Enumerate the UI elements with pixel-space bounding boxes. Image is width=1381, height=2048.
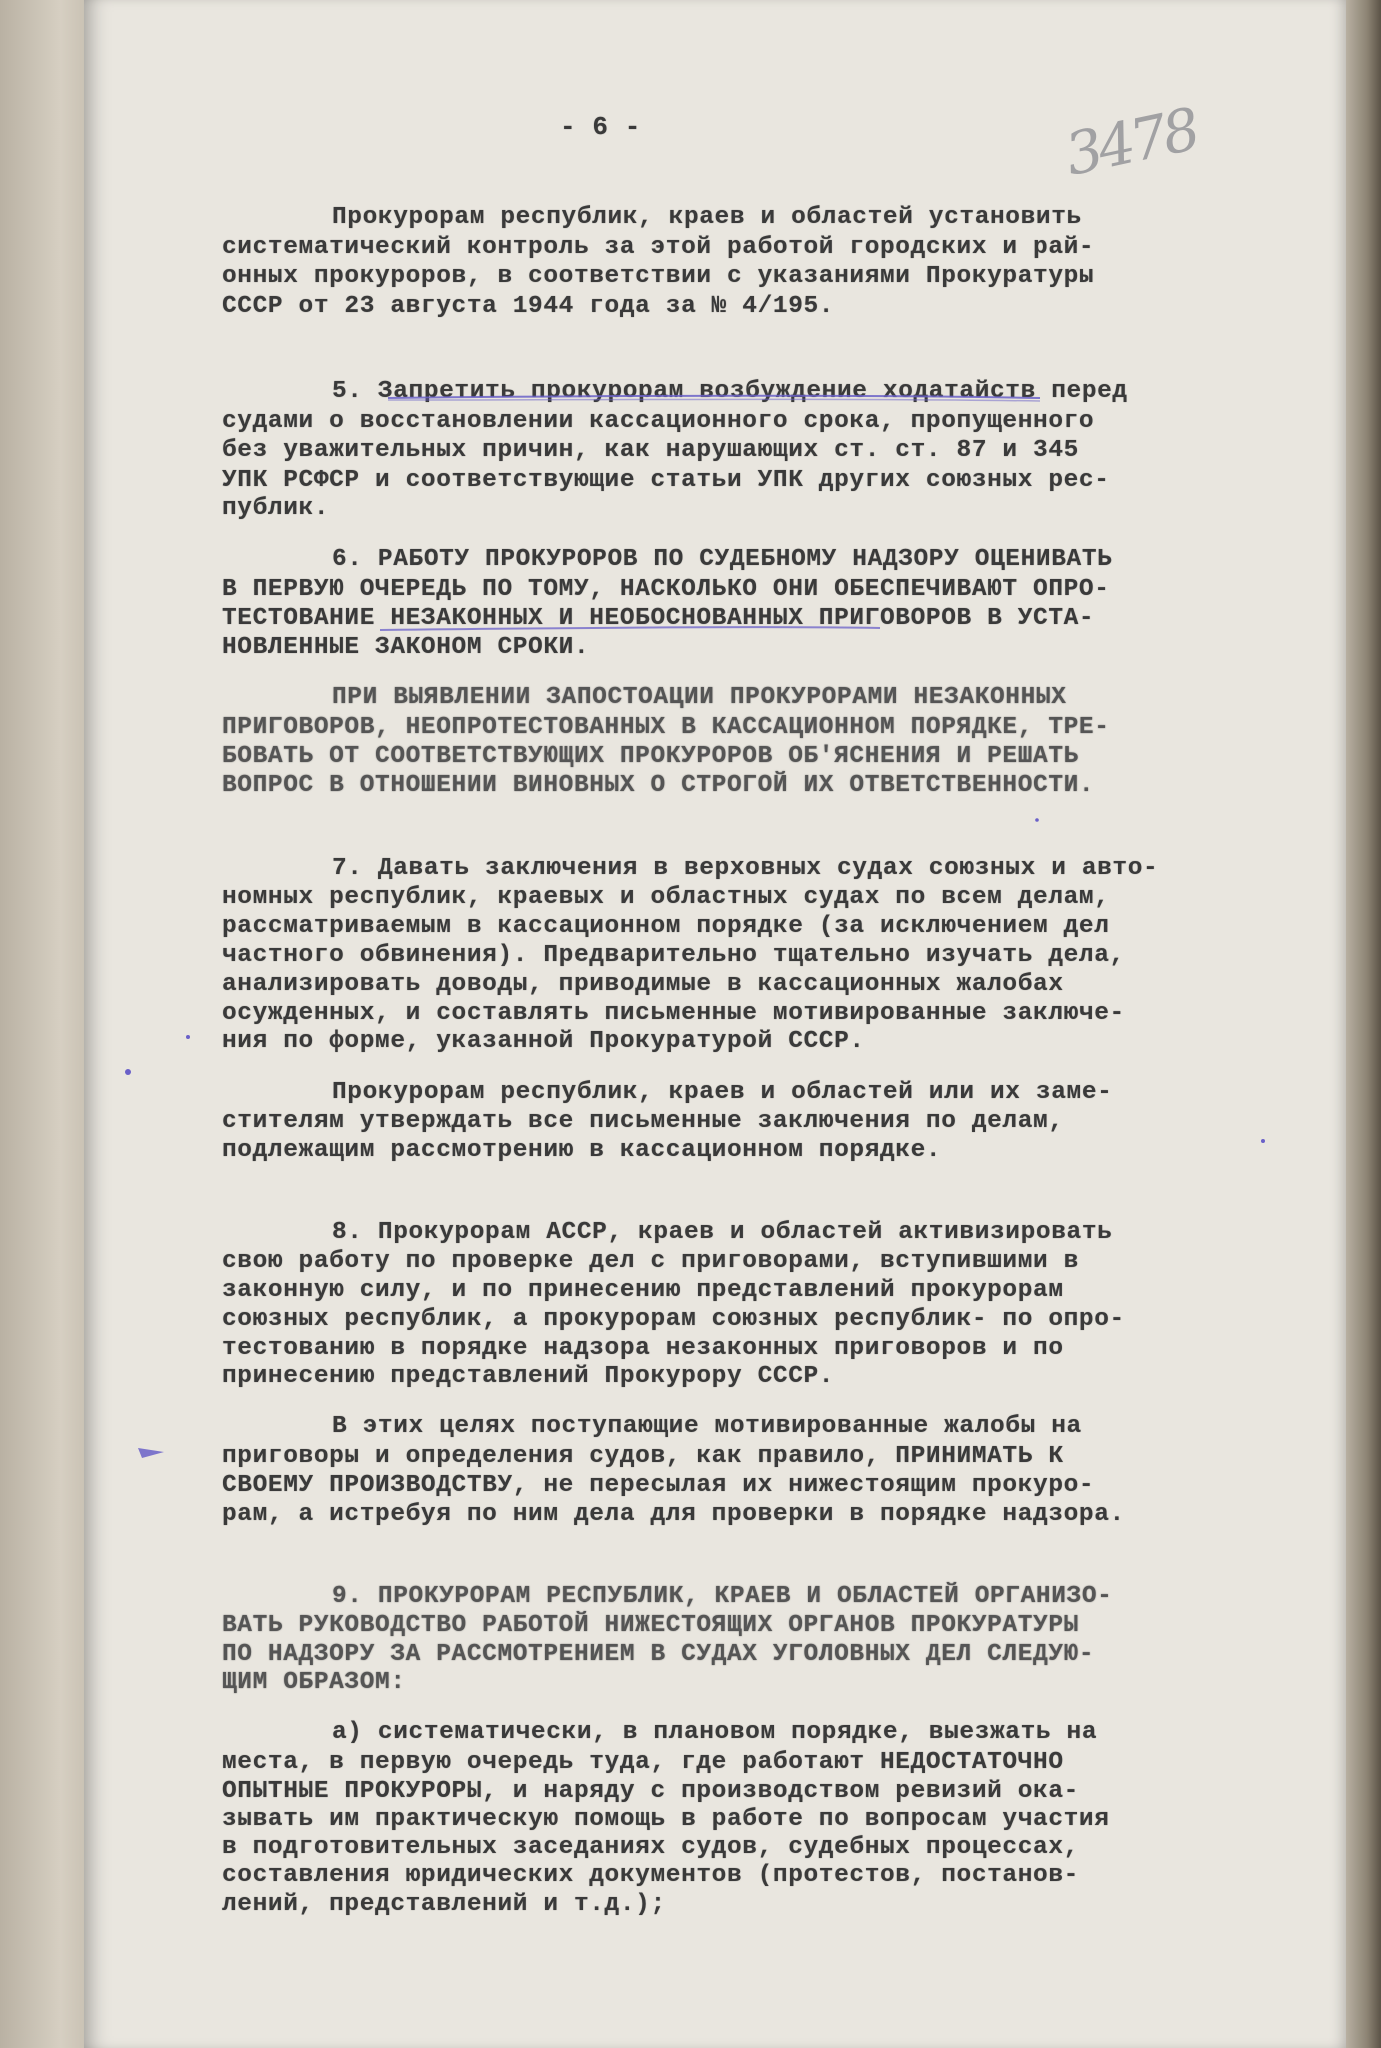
page-number: - 6 - bbox=[560, 112, 642, 142]
typed-line: СВОЕМУ ПРОИЗВОДСТВУ, не пересылая их нижестоящим прокуро- bbox=[222, 1472, 1095, 1499]
typed-line: законную силу, и по принесению представлений прокурорам bbox=[222, 1277, 1064, 1304]
typed-line: ЩИМ ОБРАЗОМ: bbox=[222, 1669, 406, 1696]
typed-line: подлежащим рассмотрению в кассационном порядке. bbox=[222, 1137, 942, 1164]
typed-line: ПРИ ВЫЯВЛЕНИИ ЗАПОСТОАЦИИ ПРОКУРОРАМИ НЕЗАКОННЫХ bbox=[332, 684, 1067, 711]
typed-line: стителям утверждать все письменные заключения по делам, bbox=[222, 1108, 1064, 1135]
typed-line: в подготовительных заседаниях судов, судебных процессах, bbox=[222, 1834, 1079, 1861]
typed-line: онных прокуроров, в соответствии с указаниями Прокуратуры bbox=[222, 263, 1095, 290]
typed-line: 6. РАБОТУ ПРОКУРОРОВ ПО СУДЕБНОМУ НАДЗОРУ ОЦЕНИВАТЬ bbox=[332, 546, 1113, 573]
typed-line: ния по форме, указанной Прокуратурой СССР. bbox=[222, 1028, 865, 1055]
typed-line: без уважительных причин, как нарушающих ст. ст. 87 и 345 bbox=[222, 437, 1079, 464]
typed-line: 5. Запретить прокурорам возбуждение ходатайств перед bbox=[332, 378, 1128, 405]
typed-line: 8. Прокурорам АССР, краев и областей активизировать bbox=[332, 1219, 1113, 1246]
typed-line: лений, представлений и т.д.); bbox=[222, 1891, 666, 1918]
typed-line: союзных республик, а прокурорам союзных республик- по опро- bbox=[222, 1306, 1125, 1333]
typed-line: В этих целях поступающие мотивированные жалобы на bbox=[332, 1413, 1082, 1440]
typed-line: ПО НАДЗОРУ ЗА РАССМОТРЕНИЕМ В СУДАХ УГОЛОВНЫХ ДЕЛ СЛЕДУЮ- bbox=[222, 1641, 1095, 1668]
typed-line: публик. bbox=[222, 495, 330, 522]
typed-line: судами о восстановлении кассационного срока, пропущенного bbox=[222, 408, 1095, 435]
typed-line: рассматриваемым в кассационном порядке (за исключением дел bbox=[222, 913, 1110, 940]
typed-line: осужденных, и составлять письменные мотивированные заключе- bbox=[222, 1000, 1125, 1027]
typed-line: систематический контроль за этой работой городских и рай- bbox=[222, 234, 1095, 261]
typed-line: рам, а истребуя по ним дела для проверки в порядке надзора. bbox=[222, 1501, 1125, 1528]
typed-line: приговоры и определения судов, как правило, ПРИНИМАТЬ К bbox=[222, 1443, 1064, 1470]
typed-line: ВАТЬ РУКОВОДСТВО РАБОТОЙ НИЖЕСТОЯЩИХ ОРГАНОВ ПРОКУРАТУРЫ bbox=[222, 1612, 1079, 1639]
typed-line: БОВАТЬ ОТ СООТВЕТСТВУЮЩИХ ПРОКУРОРОВ ОБ'ЯСНЕНИЯ И РЕШАТЬ bbox=[222, 743, 1079, 770]
typed-line: зывать им практическую помощь в работе по вопросам участия bbox=[222, 1806, 1110, 1833]
typed-line: а) систематически, в плановом порядке, выезжать на bbox=[332, 1719, 1098, 1746]
typed-line: принесению представлений Прокурору СССР. bbox=[222, 1363, 835, 1390]
typed-line: ВОПРОС В ОТНОШЕНИИ ВИНОВНЫХ О СТРОГОЙ ИХ ОТВЕТСТВЕННОСТИ. bbox=[222, 772, 1095, 799]
typed-line: частного обвинения). Предварительно тщательно изучать дела, bbox=[222, 942, 1125, 969]
right-page-edge bbox=[1346, 0, 1381, 2048]
typed-line: ТЕСТОВАНИЕ НЕЗАКОННЫХ И НЕОБОСНОВАННЫХ ПРИГОВОРОВ В УСТА- bbox=[222, 605, 1095, 632]
typed-line: анализировать доводы, приводимые в кассационных жалобах bbox=[222, 971, 1064, 998]
typed-line: НОВЛЕННЫЕ ЗАКОНОМ СРОКИ. bbox=[222, 634, 590, 661]
typed-line: ОПЫТНЫЕ ПРОКУРОРЫ, и наряду с производством ревизий ока- bbox=[222, 1778, 1079, 1805]
typed-line: УПК РСФСР и соответствующие статьи УПК других союзных рес- bbox=[222, 467, 1110, 494]
typed-line: ПРИГОВОРОВ, НЕОПРОТЕСТОВАННЫХ В КАССАЦИОННОМ ПОРЯДКЕ, ТРЕ- bbox=[222, 714, 1110, 741]
typed-line: 7. Давать заключения в верховных судах союзных и авто- bbox=[332, 855, 1159, 882]
typed-line: места, в первую очередь туда, где работают НЕДОСТАТОЧНО bbox=[222, 1749, 1064, 1776]
typed-line: 9. ПРОКУРОРАМ РЕСПУБЛИК, КРАЕВ И ОБЛАСТЕЙ ОРГАНИЗО- bbox=[332, 1583, 1113, 1610]
typed-line: СССР от 23 августа 1944 года за № 4/195. bbox=[222, 293, 835, 320]
typed-line: Прокурорам республик, краев и областей установить bbox=[332, 204, 1082, 231]
typed-line: номных республик, краевых и областных судах по всем делам, bbox=[222, 884, 1110, 911]
typed-line: В ПЕРВУЮ ОЧЕРЕДЬ ПО ТОМУ, НАСКОЛЬКО ОНИ ОБЕСПЕЧИВАЮТ ОПРО- bbox=[222, 576, 1110, 603]
typed-line: свою работу по проверке дел с приговорами, вступившими в bbox=[222, 1248, 1079, 1275]
archive-number-handwritten: 3478 bbox=[1059, 95, 1203, 189]
typed-line: тестованию в порядке надзора незаконных приговоров и по bbox=[222, 1335, 1064, 1362]
typed-line: Прокурорам республик, краев и областей или их заме- bbox=[332, 1079, 1113, 1106]
typed-line: составления юридических документов (протестов, постанов- bbox=[222, 1862, 1079, 1889]
